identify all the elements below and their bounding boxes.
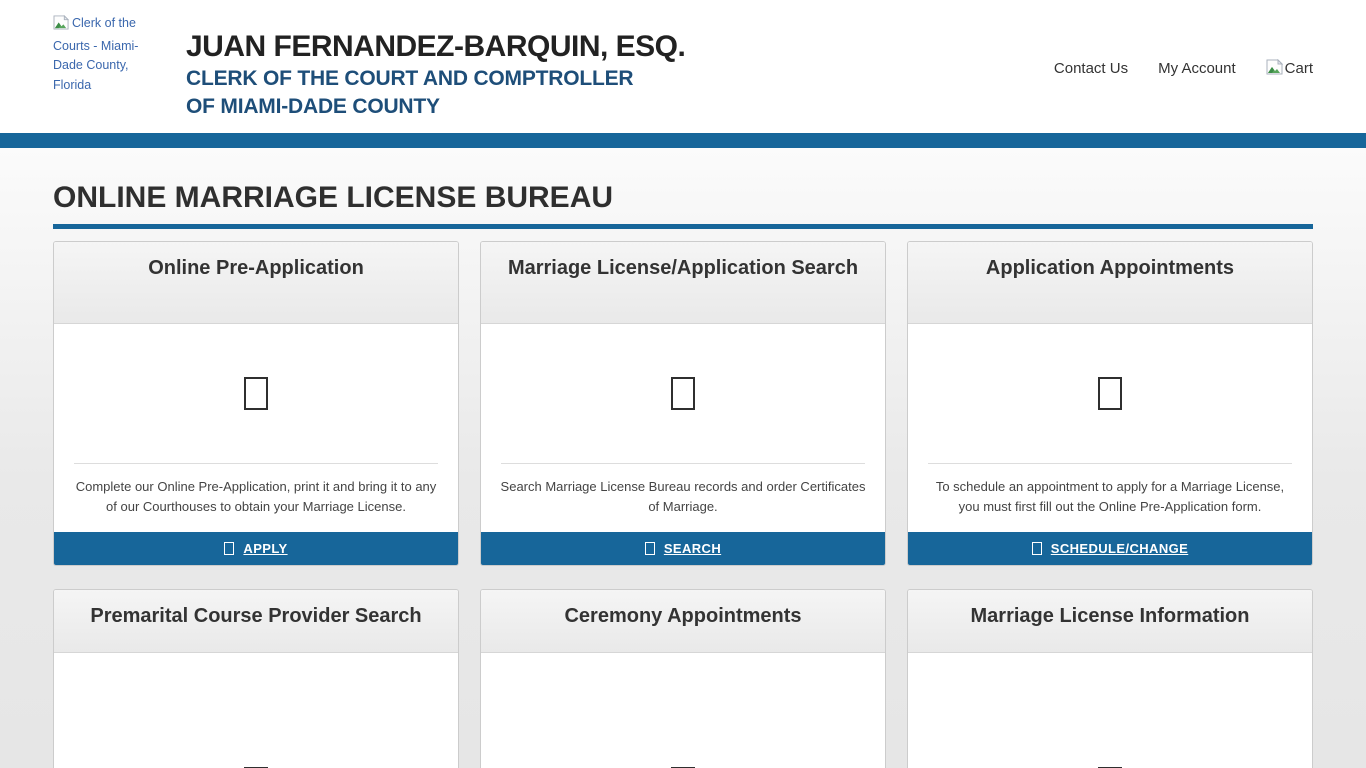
card-title: Marriage License/Application Search [481,242,885,324]
card-body [908,324,1312,532]
card-title: Online Pre-Application [54,242,458,324]
header-inner [53,0,1313,133]
card-body [54,653,458,768]
card-icon-area [54,324,458,463]
logo-alt-text: Clerk of the Courts - Miami-Dade County, Florida [53,16,139,92]
card-icon-area [54,653,458,768]
card-description: To schedule an appointment to apply for a Marriage License, you must first fill out the Online Pre-Application form. [935,479,1285,514]
search-button[interactable] [481,532,885,565]
card-title: Application Appointments [908,242,1312,324]
missing-glyph-icon [244,377,268,410]
clerk-subtitle-line1: CLERK OF THE COURT AND COMPTROLLER [186,67,634,90]
card-icon-area [481,324,885,463]
card-description: Search Marriage License Bureau records and order Certificates of Marriage. [500,479,866,514]
schedule-change-button-label: SCHEDULE/CHANGE [1050,541,1189,556]
card-grid [53,241,1313,768]
broken-image-icon [1266,59,1284,79]
card-application-appointments [907,241,1313,566]
nav-contact-us[interactable]: Contact Us [1053,60,1129,77]
card-marriage-license-information [907,589,1313,768]
card-ceremony-appointments [480,589,886,768]
card-icon-area [908,324,1312,463]
clerk-name: JUAN FERNANDEZ-BARQUIN, ESQ. [186,30,686,63]
card-body [908,653,1312,768]
page-title: ONLINE MARRIAGE LICENSE BUREAU [53,181,614,214]
accent-bar [0,133,1366,148]
card-body [481,324,885,532]
apply-button[interactable] [54,532,458,565]
site-logo-link[interactable] [53,0,163,95]
card-title: Premarital Course Provider Search [54,590,458,653]
clerk-subtitle-line2: OF MIAMI-DADE COUNTY [186,95,440,118]
broken-image-icon [53,15,70,37]
card-icon-area [481,653,885,768]
header-title-block [186,0,685,120]
search-button-label: SEARCH [663,541,722,556]
header-nav [1054,59,1313,79]
card-divider [928,463,1292,464]
nav-cart[interactable] [1266,59,1313,79]
card-body [54,324,458,532]
card-divider [74,463,438,464]
card-premarital-course-provider-search [53,589,459,768]
title-underline [53,224,1313,229]
missing-glyph-icon [645,542,655,555]
missing-glyph-icon [224,542,234,555]
main-content [53,148,1313,768]
card-title: Marriage License Information [908,590,1312,653]
card-divider [501,463,865,464]
card-online-pre-application [53,241,459,566]
nav-my-account[interactable]: My Account [1158,60,1236,77]
apply-button-label: APPLY [243,541,288,556]
missing-glyph-icon [1098,377,1122,410]
schedule-change-button[interactable] [908,532,1312,565]
missing-glyph-icon [1032,542,1042,555]
site-header [0,0,1366,133]
missing-glyph-icon [671,377,695,410]
card-description: Complete our Online Pre-Application, print it and bring it to any of our Courthouses to obtain your Marriage License. [75,479,437,514]
card-title: Ceremony Appointments [481,590,885,653]
card-body [481,653,885,768]
card-marriage-license-search [480,241,886,566]
card-icon-area [908,653,1312,768]
cart-label: Cart [1284,60,1313,77]
